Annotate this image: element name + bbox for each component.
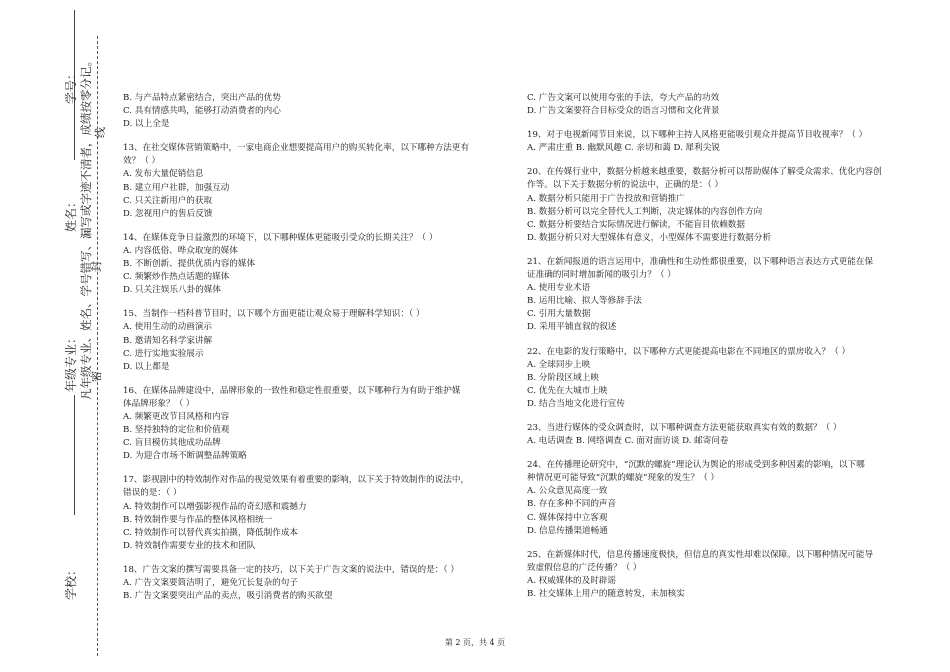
question-19: 19、对于电视新闻节目来说，以下哪种主持人风格更能吸引观众并提高节目收视率？（ ） <box>527 130 868 141</box>
question-25: 25、在新媒体时代，信息传播速度极快，但信息的真实性却难以保障。以下哪种情况可能导 <box>527 549 874 560</box>
text-line: 作等。以下关于数据分析的说法中，正确的是：（ ） <box>527 180 724 191</box>
left-question-column <box>123 92 468 603</box>
question-22: 22、在电影的发行策略中，以下哪种方式更能提高电影在不同地区的票房收入？（ ） <box>527 346 851 357</box>
text-line: 体品牌形象？（ ） <box>123 398 195 409</box>
seal-label-feng: 封 <box>90 261 103 272</box>
text-line: 证准确的同时增加新闻的吸引力？（ ） <box>527 270 676 281</box>
seal-label-mi: 密 <box>90 371 103 382</box>
question-13: 13、在社交媒体营销策略中，一家电商企业想要提高用户的购买转化率，以下哪种方法更有 <box>123 143 470 154</box>
option: A. 频繁更改节目风格和内容 <box>123 411 230 422</box>
text-line: B. 与产品特点紧密结合，突出产品的优势 <box>123 93 281 103</box>
option: A. 全球同步上映 <box>527 359 591 370</box>
option: B. 邀请知名科学家讲解 <box>123 335 213 346</box>
question-17: 17、影视剧中的特效制作对作品的视觉效果有着重要的影响，以下关于特效制作的说法中， <box>123 475 470 486</box>
option: B. 建立用户社群，加强互动 <box>123 182 230 193</box>
option: A. 使用生动的动画演示 <box>123 322 213 333</box>
option: A. 数据分析只能用于广告投放和营销推广 <box>527 193 685 204</box>
question-15: 15、当制作一档科普节目时，以下哪个方面更能让观众易于理解科学知识：（ ） <box>123 309 425 320</box>
grade-underline <box>74 395 75 515</box>
option: C. 盲目模仿其他成功品牌 <box>123 438 221 449</box>
text-line: 致虚假信息的广泛传播？（ ） <box>527 562 642 573</box>
option: B. 分阶段区域上映 <box>527 372 599 383</box>
name-label: 姓名： <box>64 195 78 232</box>
seal-label-xian: 线 <box>94 127 107 138</box>
option: C. 只关注新用户的获取 <box>123 195 213 206</box>
option: B. 数据分析可以完全替代人工判断，决定媒体的内容创作方向 <box>527 206 763 217</box>
option: D. 特效制作需要专业的技术和团队 <box>123 540 256 551</box>
text-line: 错误的是：（ ） <box>123 488 182 499</box>
option: B. 存在多种不同的声音 <box>527 499 617 510</box>
option: B. 特效制作要与作品的整体风格相统一 <box>123 514 273 525</box>
option: B. 坚持独特的定位和价值观 <box>123 425 230 436</box>
option: A. 公众意见高度一致 <box>527 486 608 497</box>
grade-label: 年级专业： <box>64 331 78 392</box>
question-20: 20、在传媒行业中，数据分析越来越重要，数据分析可以帮助媒体了解受众需求、优化内容创 <box>527 167 882 178</box>
option: A. 内容低俗、哗众取宠的媒体 <box>123 245 238 256</box>
school-label: 学校： <box>64 563 78 600</box>
option: B. 社交媒体上用户的随意转发，未加核实 <box>527 589 685 599</box>
question-14: 14、在媒体竞争日益激烈的环境下，以下哪种媒体更能吸引受众的长期关注？（ ） <box>123 232 438 243</box>
question-21: 21、在新闻报道的语言运用中，准确性和生动性都很重要，以下哪种语言表达方式更能在保 <box>527 256 874 267</box>
option: A. 电话调查 B. 网络调查 C. 面对面访谈 D. 邮寄问卷 <box>527 436 729 447</box>
question-18: 18、广告文案的撰写需要具备一定的技巧，以下关于广告文案的说法中，错误的是：（ ） <box>123 564 459 575</box>
binding-notice: 凡年级专业、姓名、学号错写、漏写或字迹不清者，成绩按零分记。 <box>79 55 93 400</box>
option: B. 不断创新、提供优质内容的媒体 <box>123 259 256 270</box>
option: B. 广告文案要突出产品的卖点，吸引消费者的购买欲望 <box>123 591 333 602</box>
option: C. 优先在大城市上映 <box>527 385 608 396</box>
question-24: 24、在传播理论研究中，“沉默的螺旋”理论认为舆论的形成受到多种因素的影响，以下哪 <box>527 460 865 471</box>
option: D. 结合当地文化进行宣传 <box>527 398 625 409</box>
right-question-column <box>527 92 882 601</box>
option: D. 只关注娱乐八卦的媒体 <box>123 285 221 296</box>
option: A. 特效制作可以增强影视作品的奇幻感和震撼力 <box>123 501 307 512</box>
name-underline <box>74 10 75 160</box>
option: C. 引用大量数据 <box>527 309 591 320</box>
option: B. 运用比喻、拟人等修辞手法 <box>527 296 642 307</box>
option: A. 使用专业术语 <box>527 283 591 294</box>
option: A. 发布大量促销信息 <box>123 169 204 180</box>
option: C. 特效制作可以替代真实拍摄，降低制作成本 <box>123 527 299 538</box>
option: C. 媒体保持中立客观 <box>527 512 608 523</box>
page-number-footer: 第 2 页，共 4 页 <box>444 638 506 647</box>
text-line: 种情况更可能导致“沉默的螺旋”现象的发生？（ ） <box>527 473 719 484</box>
question-23: 23、当进行媒体的受众调查时，以下哪种调查方法更能获取真实有效的数据？（ ） <box>527 422 842 433</box>
option: C. 数据分析要结合实际情况进行解读，不能盲目依赖数据 <box>527 219 745 230</box>
option: A. 广告文案要简洁明了，避免冗长复杂的句子 <box>123 578 298 588</box>
option: C. 进行实地实验展示 <box>123 348 204 359</box>
option: D. 信息传播渠道畅通 <box>527 525 608 536</box>
option: D. 忽视用户的售后反馈 <box>123 208 213 219</box>
option: D. 广告文案要符合目标受众的语言习惯和文化背景 <box>527 106 720 117</box>
question-16: 16、在媒体品牌建设中，品牌形象的一致性和稳定性很重要，以下哪种行为有助于维护媒 <box>123 385 461 396</box>
option: C. 广告文案可以使用夸张的手法，夸大产品的功效 <box>527 93 720 103</box>
text-line: 效？（ ） <box>123 156 161 167</box>
text-line: C. 具有情感共鸣，能够打动消费者的内心 <box>123 106 281 117</box>
binding-margin <box>0 0 107 672</box>
option: A. 严肃庄重 B. 幽默风趣 C. 亲切和蔼 D. 犀利尖锐 <box>527 143 720 154</box>
option: A. 权威媒体的及时辟谣 <box>527 575 617 586</box>
student-id-label: 学号： <box>64 67 78 104</box>
option: D. 以上都是 <box>123 361 170 372</box>
option: D. 为迎合市场不断调整品牌策略 <box>123 451 247 462</box>
text-line: D. 以上全是 <box>123 119 170 130</box>
option: C. 频繁炒作热点话题的媒体 <box>123 272 230 283</box>
seal-cut-line <box>97 36 98 656</box>
option: D. 采用平铺直叙的叙述 <box>527 322 617 333</box>
option: D. 数据分析只对大型媒体有意义，小型媒体不需要进行数据分析 <box>527 232 772 243</box>
